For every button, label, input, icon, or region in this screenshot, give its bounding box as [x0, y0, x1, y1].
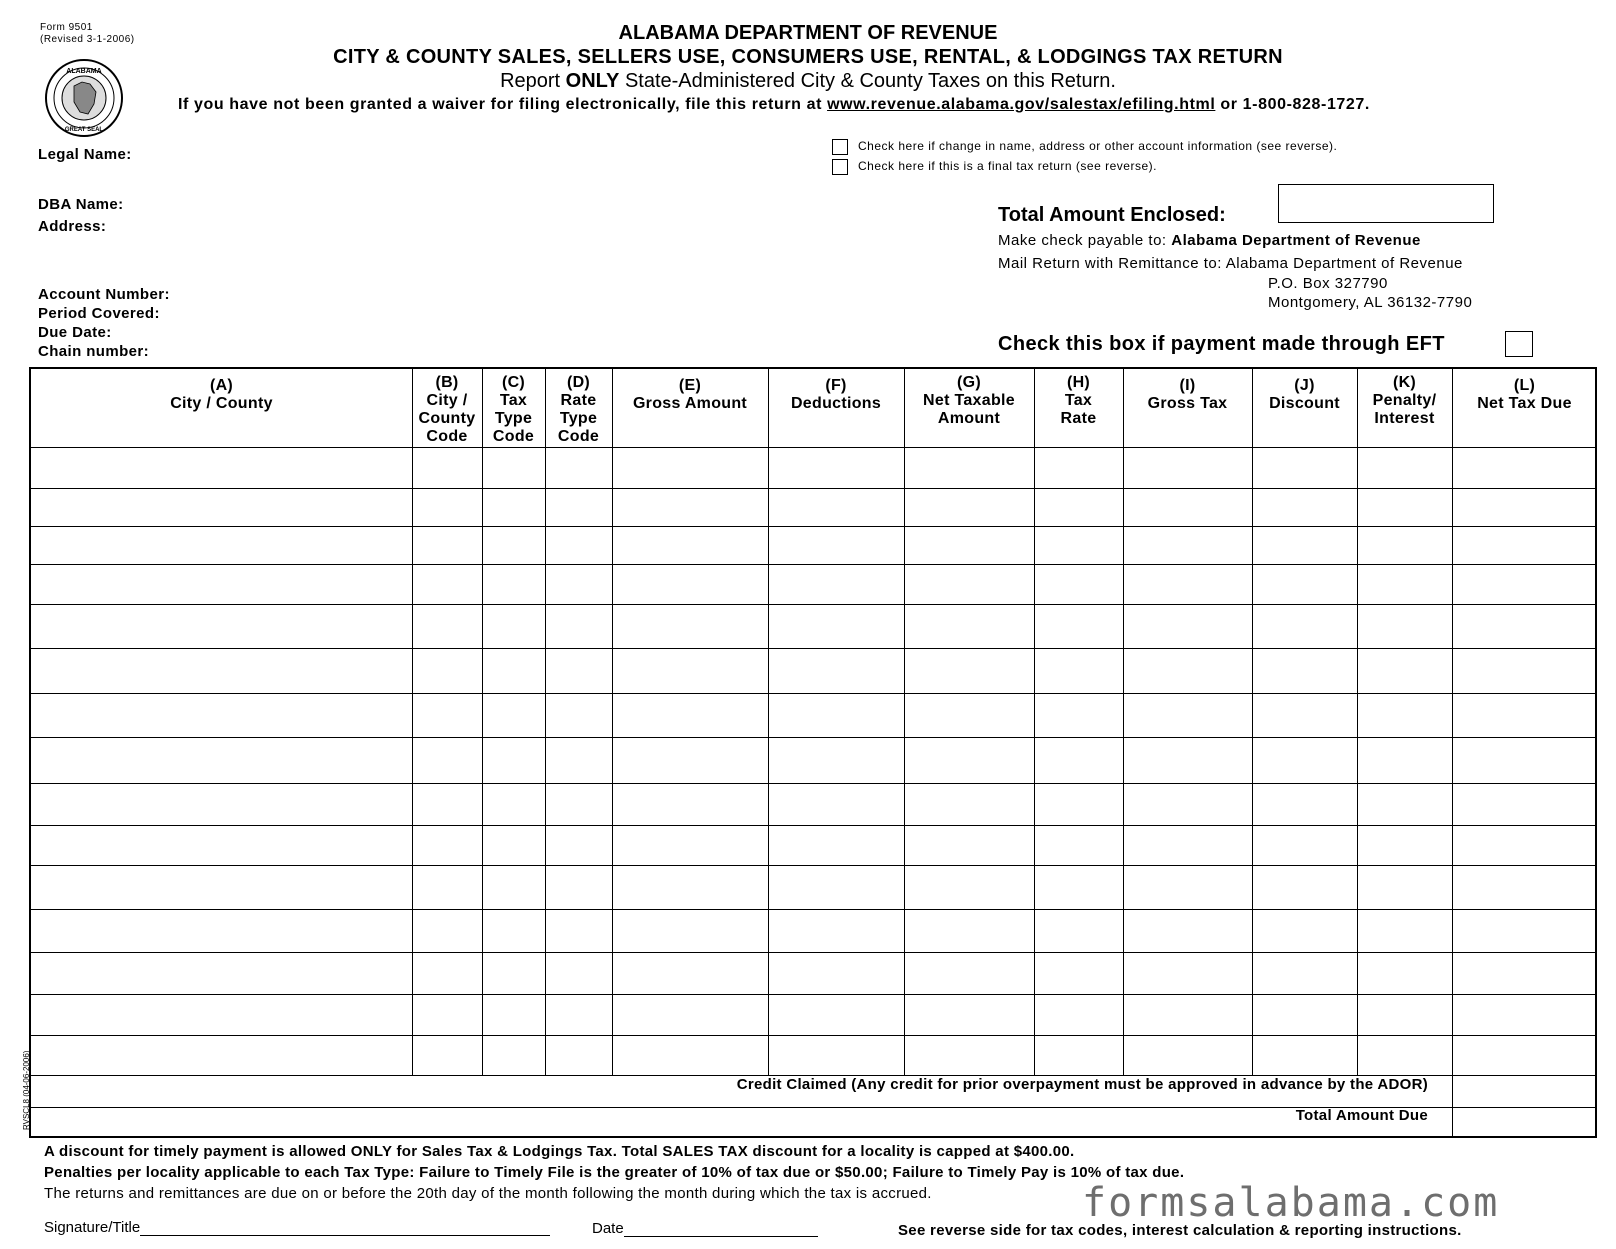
table-cell[interactable] [1452, 1035, 1597, 1075]
table-cell[interactable] [1357, 865, 1452, 909]
table-cell[interactable] [768, 952, 904, 994]
table-cell[interactable] [1357, 1035, 1452, 1075]
payable-pre: Make check payable to: [998, 232, 1172, 249]
table-cell[interactable] [612, 952, 768, 994]
due-date-label: Due Date: [38, 324, 112, 341]
table-cell[interactable] [1357, 825, 1452, 865]
table-cell[interactable] [1123, 1035, 1252, 1075]
table-cell[interactable] [545, 909, 612, 952]
table-cell[interactable] [1357, 648, 1452, 693]
table-cell[interactable] [1252, 825, 1357, 865]
credit-claimed-field[interactable] [1452, 1075, 1597, 1107]
column-header: (A) City / County [170, 377, 273, 412]
payable-line [998, 232, 1421, 249]
page-title: ALABAMA DEPARTMENT OF REVENUE [618, 22, 998, 44]
table-cell[interactable] [31, 526, 412, 564]
change-info-label: Check here if change in name, address or other account information (see reverse). [858, 139, 1338, 154]
table-cell[interactable] [1357, 604, 1452, 648]
table-cell[interactable] [1123, 994, 1252, 1035]
eft-checkbox[interactable] [1505, 331, 1533, 357]
table-cell[interactable] [482, 865, 545, 909]
table-cell[interactable] [482, 564, 545, 604]
column-header: (L) Net Tax Due [1477, 377, 1572, 412]
table-cell[interactable] [612, 865, 768, 909]
table-cell[interactable] [768, 526, 904, 564]
svg-text:GREAT SEAL: GREAT SEAL [64, 127, 104, 133]
table-cell[interactable] [768, 865, 904, 909]
table-cell[interactable] [1123, 737, 1252, 783]
table-cell[interactable] [31, 648, 412, 693]
table-cell[interactable] [482, 693, 545, 737]
table-cell[interactable] [612, 1035, 768, 1075]
final-return-option [832, 159, 1157, 175]
table-cell[interactable] [904, 825, 1034, 865]
total-enclosed-label: Total Amount Enclosed: [998, 204, 1226, 226]
table-cell[interactable] [1252, 447, 1357, 488]
table-cell[interactable] [1452, 783, 1597, 825]
table-cell[interactable] [1252, 604, 1357, 648]
table-cell[interactable] [482, 488, 545, 526]
table-cell[interactable] [1252, 648, 1357, 693]
table-cell[interactable] [904, 994, 1034, 1035]
mail-line [998, 255, 1463, 272]
table-cell[interactable] [545, 488, 612, 526]
table-cell[interactable] [612, 604, 768, 648]
legal-name-label: Legal Name: [38, 146, 132, 163]
svg-text:ALABAMA: ALABAMA [66, 68, 102, 75]
payable-to: Alabama Department of Revenue [1171, 232, 1421, 249]
table-cell[interactable] [412, 909, 482, 952]
table-cell[interactable] [612, 447, 768, 488]
table-cell[interactable] [612, 526, 768, 564]
table-cell[interactable] [1252, 1035, 1357, 1075]
table-cell[interactable] [904, 648, 1034, 693]
table-cell[interactable] [1252, 783, 1357, 825]
efile-notice [178, 96, 1370, 114]
table-cell[interactable] [1357, 952, 1452, 994]
discount-note: A discount for timely payment is allowed ONLY for Sales Tax & Lodgings Tax. Total SALES TAX discount for a locality is capped at $400.00. [44, 1143, 1075, 1160]
table-cell[interactable] [1357, 447, 1452, 488]
table-cell[interactable] [904, 693, 1034, 737]
column-header: (D) Rate Type Code [557, 374, 600, 445]
table-cell[interactable] [482, 783, 545, 825]
table-cell[interactable] [904, 865, 1034, 909]
total-amount-due-label: Total Amount Due [1295, 1107, 1428, 1124]
table-cell[interactable] [31, 783, 412, 825]
reverse-side-note: See reverse side for tax codes, interest calculation & reporting instructions. [898, 1222, 1462, 1239]
table-cell[interactable] [1034, 994, 1123, 1035]
table-cell[interactable] [1252, 994, 1357, 1035]
table-cell[interactable] [1252, 564, 1357, 604]
table-cell[interactable] [545, 952, 612, 994]
table-cell[interactable] [1452, 952, 1597, 994]
table-cell[interactable] [1452, 693, 1597, 737]
table-cell[interactable] [768, 825, 904, 865]
table-cell[interactable] [1034, 564, 1123, 604]
table-cell[interactable] [31, 952, 412, 994]
table-cell[interactable] [482, 909, 545, 952]
table-cell[interactable] [545, 737, 612, 783]
table-cell[interactable] [1252, 865, 1357, 909]
date-label: Date [592, 1220, 624, 1237]
period-covered-label: Period Covered: [38, 305, 160, 322]
table-cell[interactable] [1452, 648, 1597, 693]
table-cell[interactable] [1452, 488, 1597, 526]
table-cell[interactable] [1357, 737, 1452, 783]
table-cell[interactable] [1034, 447, 1123, 488]
efile-post: or 1-800-828-1727. [1215, 96, 1370, 113]
subtitle-pre: Report [500, 70, 566, 92]
side-form-code: RVSCL8 (04-06-2006) [22, 1050, 31, 1130]
table-cell[interactable] [1123, 825, 1252, 865]
table-cell[interactable] [1123, 952, 1252, 994]
table-cell[interactable] [1123, 604, 1252, 648]
table-cell[interactable] [768, 994, 904, 1035]
table-cell[interactable] [545, 865, 612, 909]
mail-pre: Mail Return with Remittance to: [998, 255, 1226, 272]
table-cell[interactable] [1123, 564, 1252, 604]
final-return-label: Check here if this is a final tax return (see reverse). [858, 159, 1157, 174]
table-cell[interactable] [31, 1035, 412, 1075]
table-cell[interactable] [1452, 994, 1597, 1035]
table-cell[interactable] [412, 564, 482, 604]
table-cell[interactable] [1452, 865, 1597, 909]
date-line[interactable] [624, 1222, 818, 1237]
table-cell[interactable] [482, 447, 545, 488]
table-cell[interactable] [31, 737, 412, 783]
column-header: (B) City / County Code [418, 374, 476, 445]
table-cell[interactable] [612, 825, 768, 865]
table-cell[interactable] [545, 994, 612, 1035]
table-cell[interactable] [1252, 952, 1357, 994]
table-cell[interactable] [1034, 526, 1123, 564]
column-header: (F) Deductions [790, 377, 882, 412]
table-cell[interactable] [612, 783, 768, 825]
table-cell[interactable] [545, 1035, 612, 1075]
table-cell[interactable] [412, 825, 482, 865]
subtitle-bold: ONLY [565, 70, 620, 92]
table-cell[interactable] [482, 1035, 545, 1075]
table-cell[interactable] [545, 564, 612, 604]
table-cell[interactable] [1034, 488, 1123, 526]
table-cell[interactable] [904, 737, 1034, 783]
table-cell[interactable] [31, 909, 412, 952]
table-cell[interactable] [482, 604, 545, 648]
table-cell[interactable] [1123, 488, 1252, 526]
efile-pre: If you have not been granted a waiver for filing electronically, file this return at [178, 96, 828, 113]
table-cell[interactable] [545, 526, 612, 564]
table-cell[interactable] [1123, 526, 1252, 564]
table-cell[interactable] [1034, 1035, 1123, 1075]
table-cell[interactable] [412, 952, 482, 994]
table-cell[interactable] [1252, 488, 1357, 526]
table-cell[interactable] [904, 604, 1034, 648]
table-cell[interactable] [31, 447, 412, 488]
table-cell[interactable] [482, 825, 545, 865]
table-cell[interactable] [1034, 865, 1123, 909]
table-cell[interactable] [545, 693, 612, 737]
efile-link[interactable]: www.revenue.alabama.gov/salestax/efiling.html [827, 96, 1216, 113]
change-info-checkbox[interactable] [832, 139, 848, 155]
mail-line2: P.O. Box 327790 [1268, 275, 1388, 292]
table-cell[interactable] [1252, 909, 1357, 952]
form-number-text: Form 9501 [40, 22, 93, 33]
table-cell[interactable] [1034, 648, 1123, 693]
watermark: formsalabama.com [1082, 1180, 1500, 1226]
table-cell[interactable] [768, 564, 904, 604]
table-cell[interactable] [545, 825, 612, 865]
table-cell[interactable] [1034, 825, 1123, 865]
address-label: Address: [38, 218, 107, 235]
table-cell[interactable] [31, 825, 412, 865]
table-cell[interactable] [1252, 693, 1357, 737]
table-cell[interactable] [1357, 488, 1452, 526]
form-revised-text: (Revised 3-1-2006) [40, 34, 135, 45]
column-header: (K) Penalty/ Interest [1372, 374, 1437, 427]
table-cell[interactable] [1123, 648, 1252, 693]
form-subtitle [0, 70, 1616, 93]
table-cell[interactable] [545, 604, 612, 648]
table-cell[interactable] [1452, 604, 1597, 648]
table-cell[interactable] [545, 447, 612, 488]
column-header: (C) Tax Type Code [492, 374, 535, 445]
table-cell[interactable] [412, 1035, 482, 1075]
table-cell[interactable] [768, 648, 904, 693]
eft-label: Check this box if payment made through EFT [998, 333, 1445, 355]
table-cell[interactable] [768, 693, 904, 737]
table-cell[interactable] [1452, 825, 1597, 865]
table-cell[interactable] [31, 604, 412, 648]
table-cell[interactable] [482, 648, 545, 693]
chain-number-label: Chain number: [38, 343, 150, 360]
table-cell[interactable] [1252, 526, 1357, 564]
account-number-label: Account Number: [38, 286, 170, 303]
table-cell[interactable] [904, 447, 1034, 488]
form-title: CITY & COUNTY SALES, SELLERS USE, CONSUMERS USE, RENTAL, & LODGINGS TAX RETURN [333, 46, 1283, 68]
table-cell[interactable] [1123, 865, 1252, 909]
table-cell[interactable] [31, 693, 412, 737]
table-cell[interactable] [412, 783, 482, 825]
column-header: (H) Tax Rate [1060, 374, 1097, 427]
table-cell[interactable] [31, 865, 412, 909]
table-cell[interactable] [768, 604, 904, 648]
credit-claimed-label: Credit Claimed (Any credit for prior overpayment must be approved in advance by the ADOR) [736, 1076, 1428, 1093]
table-cell[interactable] [412, 648, 482, 693]
signature-line[interactable] [140, 1221, 550, 1236]
table-cell[interactable] [482, 526, 545, 564]
table-cell[interactable] [1123, 909, 1252, 952]
total-enclosed-field[interactable] [1278, 184, 1494, 223]
tax-table [29, 367, 1597, 1138]
table-cell[interactable] [612, 737, 768, 783]
table-cell[interactable] [768, 737, 904, 783]
table-cell[interactable] [904, 564, 1034, 604]
table-cell[interactable] [412, 994, 482, 1035]
table-cell[interactable] [768, 783, 904, 825]
table-cell[interactable] [1123, 783, 1252, 825]
table-cell[interactable] [612, 693, 768, 737]
table-cell[interactable] [1252, 737, 1357, 783]
column-header: (E) Gross Amount [632, 377, 748, 412]
table-cell[interactable] [1452, 526, 1597, 564]
table-cell[interactable] [612, 648, 768, 693]
penalty-note: Penalties per locality applicable to each Tax Type: Failure to Timely File is the greater of 10% of tax due or $50.00; Failure to Timely Pay is 10% of tax due. [44, 1164, 1185, 1181]
table-cell[interactable] [1452, 909, 1597, 952]
table-cell[interactable] [904, 526, 1034, 564]
table-cell[interactable] [904, 1035, 1034, 1075]
mail-line1: Alabama Department of Revenue [1225, 255, 1463, 272]
date-field[interactable] [592, 1220, 818, 1237]
table-cell[interactable] [768, 909, 904, 952]
table-cell[interactable] [412, 865, 482, 909]
table-cell[interactable] [1357, 909, 1452, 952]
table-cell[interactable] [768, 1035, 904, 1075]
table-cell[interactable] [612, 488, 768, 526]
table-cell[interactable] [768, 447, 904, 488]
table-cell[interactable] [482, 994, 545, 1035]
column-header: (G) Net Taxable Amount [923, 374, 1015, 427]
table-cell[interactable] [1357, 564, 1452, 604]
table-cell[interactable] [31, 994, 412, 1035]
table-cell[interactable] [412, 447, 482, 488]
table-cell[interactable] [904, 488, 1034, 526]
total-amount-due-field[interactable] [1452, 1107, 1597, 1138]
table-cell[interactable] [612, 994, 768, 1035]
table-cell[interactable] [31, 488, 412, 526]
table-cell[interactable] [482, 952, 545, 994]
dba-name-label: DBA Name: [38, 196, 124, 213]
table-cell[interactable] [545, 783, 612, 825]
table-cell[interactable] [1034, 693, 1123, 737]
table-cell[interactable] [1034, 604, 1123, 648]
table-cell[interactable] [31, 564, 412, 604]
due-note: The returns and remittances are due on or before the 20th day of the month following the month during which the tax is accrued. [44, 1185, 932, 1202]
subtitle-post: State-Administered City & County Taxes on this Return. [619, 70, 1116, 92]
table-cell[interactable] [904, 783, 1034, 825]
signature-field[interactable] [44, 1219, 550, 1236]
table-cell[interactable] [1123, 447, 1252, 488]
column-header: (J) Discount [1269, 377, 1340, 412]
final-return-checkbox[interactable] [832, 159, 848, 175]
table-cell[interactable] [768, 488, 904, 526]
table-cell[interactable] [1357, 526, 1452, 564]
table-cell[interactable] [1357, 693, 1452, 737]
signature-label: Signature/Title [44, 1219, 141, 1236]
mail-line3: Montgomery, AL 36132-7790 [1268, 294, 1473, 311]
table-cell[interactable] [412, 604, 482, 648]
table-cell[interactable] [612, 564, 768, 604]
table-cell[interactable] [1034, 952, 1123, 994]
change-info-option [832, 139, 1337, 155]
table-cell[interactable] [904, 952, 1034, 994]
table-cell[interactable] [412, 488, 482, 526]
table-cell[interactable] [412, 737, 482, 783]
table-cell[interactable] [1452, 447, 1597, 488]
column-header: (I) Gross Tax [1147, 377, 1228, 412]
table-cell[interactable] [612, 909, 768, 952]
table-cell[interactable] [1034, 909, 1123, 952]
table-cell[interactable] [1357, 783, 1452, 825]
table-cell[interactable] [545, 648, 612, 693]
table-cell[interactable] [412, 526, 482, 564]
table-cell[interactable] [1452, 564, 1597, 604]
table-cell[interactable] [1452, 737, 1597, 783]
table-cell[interactable] [482, 737, 545, 783]
table-cell[interactable] [1034, 783, 1123, 825]
table-cell[interactable] [1123, 693, 1252, 737]
table-cell[interactable] [412, 693, 482, 737]
table-cell[interactable] [1357, 994, 1452, 1035]
table-cell[interactable] [1034, 737, 1123, 783]
table-cell[interactable] [904, 909, 1034, 952]
